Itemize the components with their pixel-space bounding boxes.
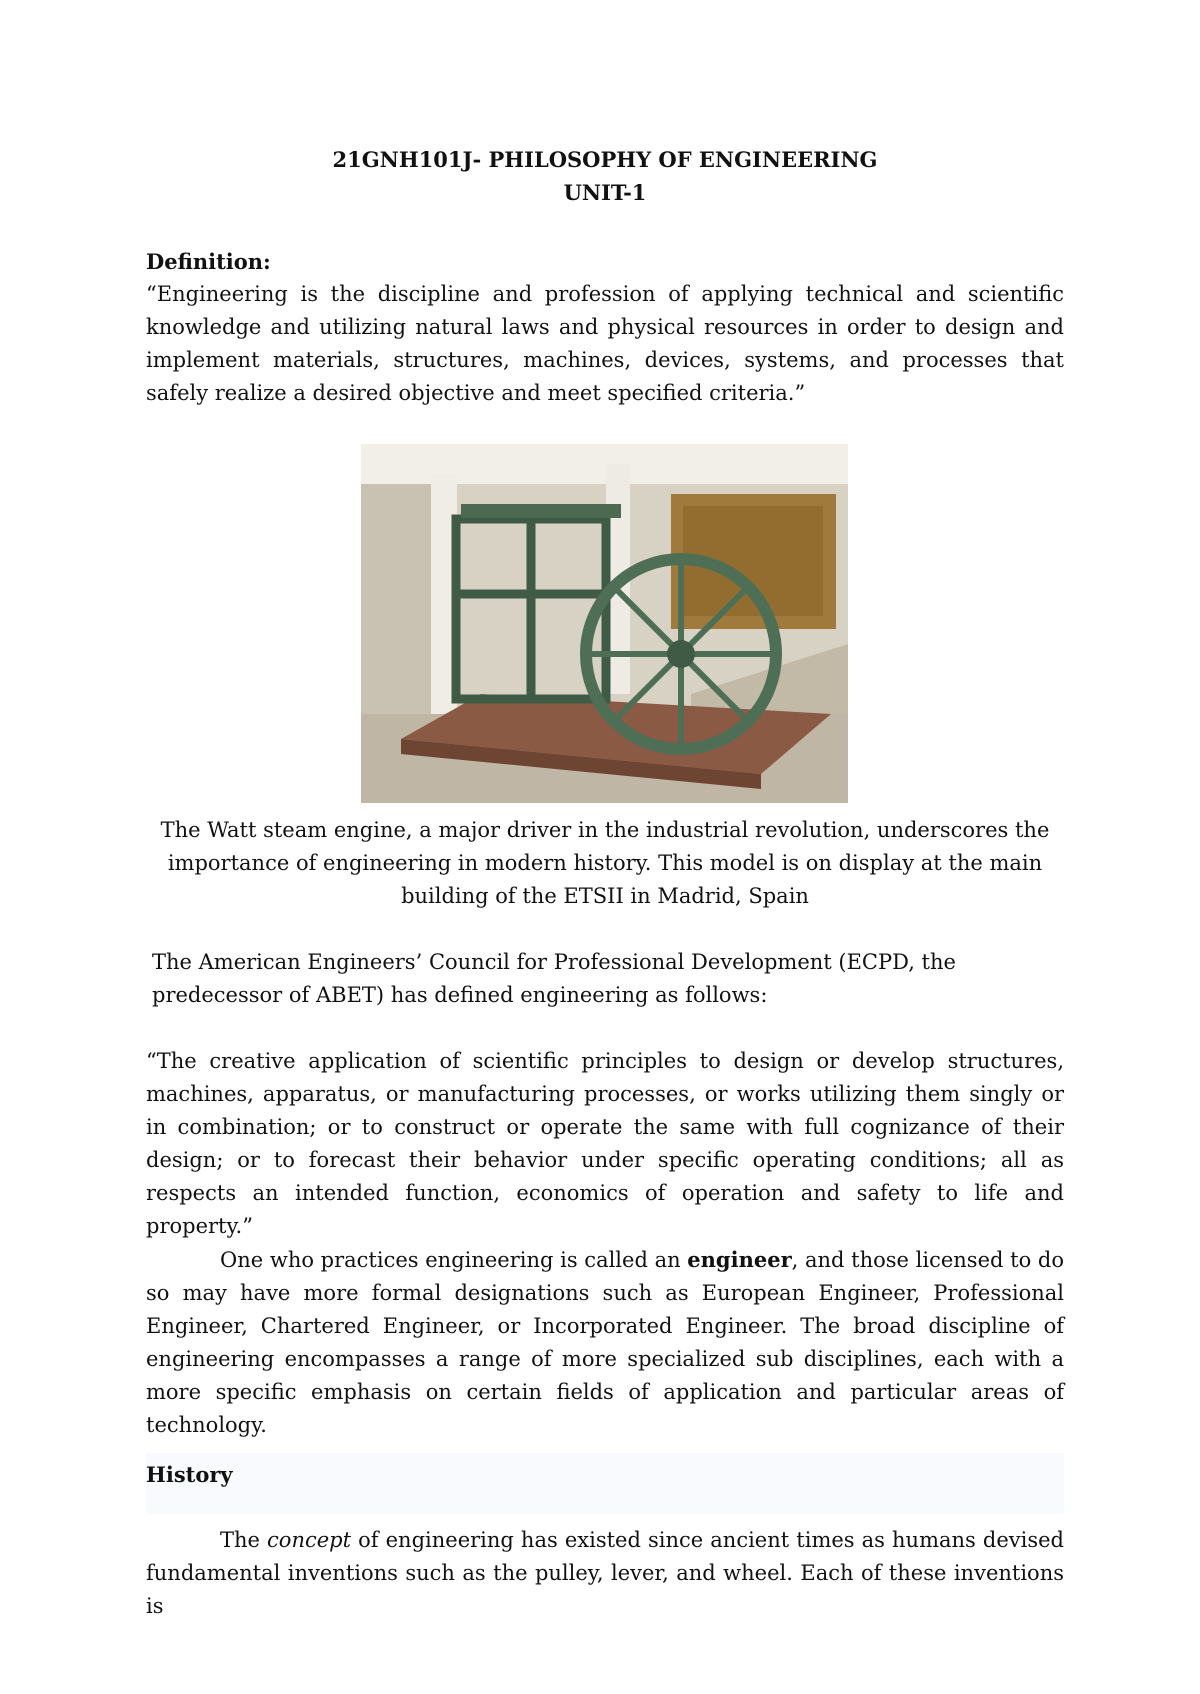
unit-title: UNIT-1 — [563, 180, 647, 205]
history-paragraph — [146, 1524, 1064, 1623]
ecpd-intro: The American Engineers’ Council for Professional Development (ECPD, the predecessor of ABET) has defined engineering as follows: — [152, 950, 956, 1007]
watt-steam-engine-photo — [361, 444, 848, 803]
engineer-paragraph-rest: , and those licensed to do so may have more formal designations such as European Engineer, Professional Engineer, Chartered Engineer, or Incorporated Engineer. The broad discipline of engineering encompasses a range of more specialized sub disciplines, each with a more specific emphasis on certain fields of application and particular areas of technology. — [146, 1248, 1064, 1437]
figure-caption: The Watt steam engine, a major driver in the industrial revolution, underscores the importance of engineering in modern history. This model is on display at the main building of the ETSII in Madrid, Spain — [160, 818, 1050, 908]
definition-text: “Engineering is the discipline and profession of applying technical and scientific knowledge and utilizing natural laws and physical resources in order to design and implement materials, structures, machines, devices, systems, and processes that safely realize a desired objective and meet specified criteria.” — [146, 282, 1064, 405]
history-paragraph-rest: of engineering has existed since ancient times as humans devised fundamental inventions such as the pulley, lever, and wheel. Each of these inventions is — [146, 1528, 1064, 1618]
engineer-paragraph-start: One who practices engineering is called an — [220, 1248, 688, 1272]
ecpd-quote: “The creative application of scientific principles to design or develop structures, machines, apparatus, or manufacturing processes, or works utilizing them singly or in combination; or to construct or operate the same with full cognizance of their design; or to forecast their behavior under specific operating conditions; all as respects an intended function, economics of operation and safety to life and property.” — [146, 1049, 1064, 1238]
concept-term: concept — [267, 1528, 352, 1552]
history-heading: History — [146, 1462, 233, 1487]
history-paragraph-start: The — [220, 1528, 268, 1552]
engineer-paragraph — [146, 1243, 1064, 1442]
course-title: 21GNH101J- PHILOSOPHY OF ENGINEERING — [332, 147, 878, 172]
engineer-term: engineer — [687, 1247, 792, 1272]
definition-heading: Definition: — [146, 249, 271, 274]
